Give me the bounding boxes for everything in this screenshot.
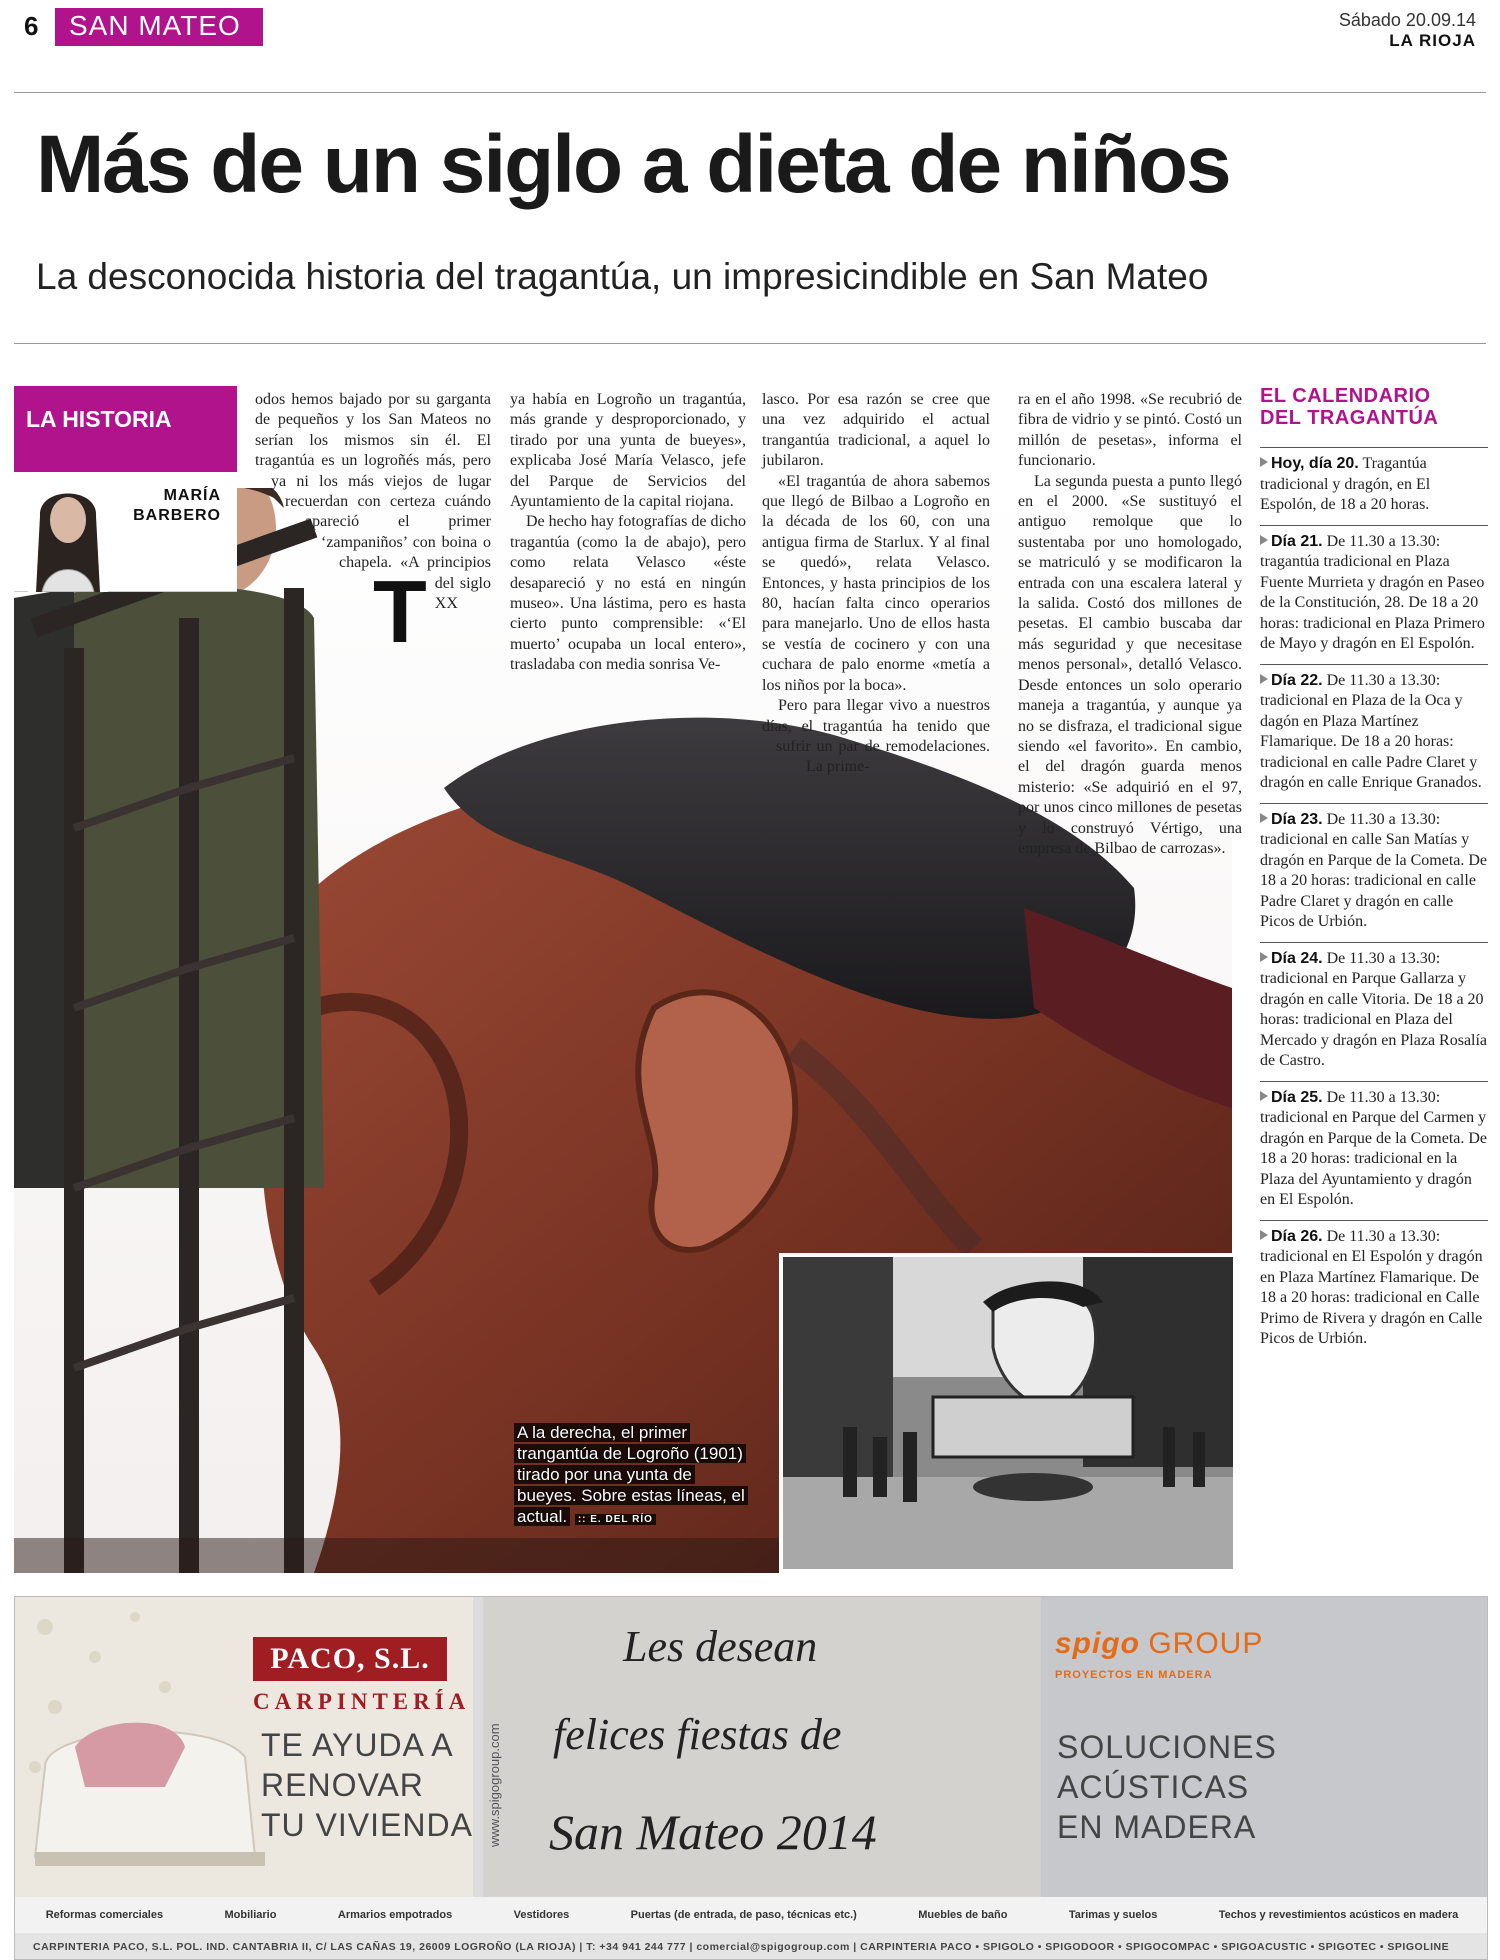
page-number: 6 [24,11,39,41]
subhead-divider [14,343,1486,344]
spigo-group: GROUP [1148,1627,1264,1660]
calendar-sidebar [1260,385,1488,1359]
slogan-line: TU VIVIENDA [261,1807,473,1843]
ad-services-bar [15,1897,1488,1933]
spigo-logo [1055,1627,1263,1661]
slogan-line: ACÚSTICAS [1057,1769,1250,1805]
calendar-entry [1260,664,1488,803]
section-box: LA HISTORIA [14,386,237,472]
calendar-text: De 11.30 a 13.30: tradicional en Parque Gallarza y dragón en calle Vitoria. De 18 a 20 horas: tradicional en Plaza del Mercado y dragón en Plaza Rosalía de Castro. [1260,949,1488,1069]
article-paragraph: lasco. Por esa razón se cree que una vez adquirido el actual trangantúa tradicional, a aquel lo jubilaron. [762,391,990,470]
service-item: Armarios empotrados [337,1909,453,1921]
issue-date: Sábado 20.09.14 [1338,10,1476,30]
calendar-day: Día 26. [1271,1227,1323,1245]
author-first-name: MARÍA [163,487,221,504]
calendar-entry [1260,1220,1488,1359]
calendar-entry [1260,525,1488,664]
greeting-line: San Mateo 2014 [549,1804,877,1860]
triangle-bullet-icon [1260,1091,1268,1101]
calendar-title [1260,385,1488,429]
triangle-bullet-icon [1260,535,1268,545]
service-item: Reformas comerciales [45,1909,164,1921]
spigo-slogan [1057,1727,1277,1847]
paco-slogan [261,1725,473,1845]
caption-text: A la derecha, el primer trangantúa de Logroño (1901) tirado por una yunta de bueyes. Sobre estas líneas, el actual. [514,1423,748,1526]
article-column-4 [1018,390,1242,946]
author-byline [14,476,237,592]
calendar-text: De 11.30 a 13.30: tragantúa tradicional en Plaza Fuente Murrieta y dragón en Paseo de la Constitución, 28. De 18 a 20 horas: tradicional en Plaza Primero de Mayo y dragón en El Espolón. [1260,532,1485,652]
ad-footer: CARPINTERIA PACO, S.L. POL. IND. CANTABRIA II, C/ LAS CAÑAS 19, 26009 LOGROÑO (LA RIOJA) | T: +34 941 244 777 | comercial@spigogroup.com | CARPINTERIA PACO • SPIGOLO • SPIGODOOR • SPIGOCOMPAC • SPIGOACUSTIC • SPIGOTEC • SPIGOLINE [15,1933,1488,1960]
calendar-text: Tragantúa tradicional y dragón, en El Espolón, de 18 a 20 horas. [1260,455,1431,513]
newspaper-name: LA RIOJA [1389,31,1476,50]
paco-logo: PACO, S.L. [253,1637,447,1681]
triangle-bullet-icon [1260,457,1268,467]
article-paragraph: La segunda puesta a punto llegó en el 2000. «Se sustituyó el antiguo remolque que lo sustentaba por uno homologado, se matriculó y se modificaron la entrada con una escalera lateral y la salida. Costó dos millones de pesetas. El cambio buscaba dar más seguridad y que necesitase menos personal», detalló Velasco. Desde entonces un solo operario maneja a tragantúa, y aunque ya no se disfraza, el tradicional sigue siendo «el favorito». En cambio, el del dragón guarda menos misterio: «Se adquirió en el 97, por unos cinco millones de pesetas y lo construyó Vértigo, una empresa de Bilbao de carrozas». [1018,472,1242,857]
ad-paco-panel [15,1597,473,1897]
calendar-text: De 11.30 a 13.30: tradicional en El Espolón y dragón en Plaza Martínez Flamarique. De 18 a 20 horas: tradicional en Calle Primo de Rivera y dragón en Calle Picos de Urbión. [1260,1227,1483,1347]
slogan-line: TE AYUDA A [261,1727,454,1763]
author-photo [28,476,108,592]
calendar-entry [1260,447,1488,525]
slogan-line: RENOVAR [261,1767,424,1803]
slogan-line: SOLUCIONES [1057,1729,1277,1765]
triangle-bullet-icon [1260,674,1268,684]
headline: Más de un siglo a dieta de niños [36,119,1230,210]
greeting-line: Les desean [623,1622,818,1671]
calendar-day: Día 23. [1271,810,1323,828]
triangle-bullet-icon [1260,813,1268,823]
calendar-text: De 11.30 a 13.30: tradicional en calle San Matías y dragón en Parque de la Cometa. De 18 a 20 horas: tradicional en calle Padre Claret y dragón en calle Picos de Urbión. [1260,810,1488,930]
calendar-text: De 11.30 a 13.30: tradicional en Parque del Carmen y dragón en Parque de la Cometa. De 18 a 20 horas: tradicional en la Plaza del Ayuntamiento y dragón en El Espolón. [1260,1088,1488,1208]
calendar-entry [1260,803,1488,942]
photo-caption [514,1422,748,1530]
article-column-1 [255,390,491,661]
article-column-3 [762,390,990,800]
section-label: SAN MATEO [55,8,263,46]
article-paragraph: De hecho hay fotografías de dicho tragantúa (como la de abajo), pero como relata Velasco «éste desapareció y no está en ningún museo». Una lástima, pero es hasta cierto punto comprensible: «‘El muerto’ ocupaba un local entero», trasladaba con media sonrisa Ve- [510,513,746,674]
service-item: Tarimas y suelos [1068,1909,1158,1921]
article-paragraph: ya había en Logroño un tragantúa, más grande y desproporcionado, y tirado por una yunta de bueyes», explicaba José María Velasco, jefe del Parque de Servicios del Ayuntamiento de la capital riojana. [510,391,746,511]
calendar-day: Día 25. [1271,1088,1323,1106]
service-item: Techos y revestimientos acústicos en madera [1218,1909,1459,1921]
photo-credit: :: E. DEL RÍO [575,1514,656,1525]
triangle-bullet-icon [1260,952,1268,962]
spigo-tagline: PROYECTOS EN MADERA [1055,1669,1213,1681]
greeting-line: felices fiestas de [553,1710,842,1759]
triangle-bullet-icon [1260,1230,1268,1240]
service-item: Muebles de baño [918,1909,1008,1921]
ad-spigo-panel [1041,1597,1488,1897]
header-divider [14,92,1486,93]
historic-photo-1901 [779,1253,1237,1573]
article-paragraph: odos hemos bajado por su garganta de pequeños y los San Mateos no serían los mismos sin él. El tragantúa es un logroñés más, pero ya ni los más viejos de lugar recuerdan con certeza cuándo apareció el primer ‘zampaniños’ con boina o chapela. «A principios del siglo XX [255,391,491,613]
ad-greeting-panel [483,1597,1043,1897]
article-paragraph: «El tragantúa de ahora sabemos que llegó de Bilbao a Logroño en la década de los 60, con una antigua firma de Starlux. Y al final se quedó», relata Velasco. Entonces, y hasta principios de los 80, hacían falta cinco operarios para manejarlo. Uno de ellos hasta se vestía de cocinero y con una cuchara de palo enorme «metía a los niños por la boca». [762,472,990,694]
service-item: Vestidores [513,1909,570,1921]
service-item: Mobiliario [224,1909,277,1921]
calendar-entry [1260,1081,1488,1220]
subheadline: La desconocida historia del tragantúa, un impresicindible en San Mateo [36,256,1209,297]
calendar-text: De 11.30 a 13.30: tradicional en Plaza de la Oca y dagón en Plaza Martínez Flamarique. De 18 a 20 horas: tradicional en calle Padre Claret y dragón en calle Enrique Granados. [1260,671,1482,791]
drop-cap: T [373,562,427,661]
spigo-brand: spigo [1055,1627,1140,1660]
article-paragraph: Pero para llegar vivo a nuestros días, el tragantúa ha tenido que sufrir un par de remodelaciones. La prime- [762,697,990,776]
service-item: Puertas (de entrada, de paso, técnicas etc.) [630,1909,857,1921]
calendar-day: Hoy, día 20. [1271,455,1359,472]
calendar-day: Día 22. [1271,671,1323,689]
calendar-title-line: EL CALENDARIO [1260,385,1431,407]
paco-carpinteria: CARPINTERÍA [253,1689,471,1714]
slogan-line: EN MADERA [1057,1809,1257,1845]
article-column-2 [510,390,746,738]
calendar-day: Día 21. [1271,532,1323,550]
author-last-name: BARBERO [133,507,221,524]
calendar-day: Día 24. [1271,949,1323,967]
article-paragraph: ra en el año 1998. «Se recubrió de fibra de vidrio y se pintó. Costó un millón de pesetas», informa el funcionario. [1018,391,1242,470]
advertisement [14,1596,1488,1960]
calendar-entry [1260,942,1488,1081]
calendar-title-line: DEL TRAGANTÚA [1260,407,1439,429]
ad-website: www.spigogroup.com [487,1723,502,1847]
